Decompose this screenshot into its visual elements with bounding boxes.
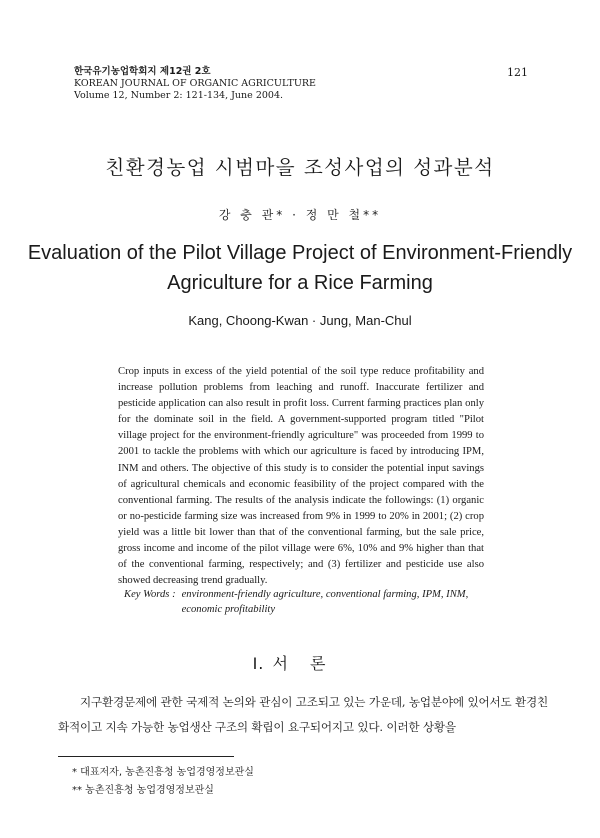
section-number: Ⅰ. <box>252 654 265 673</box>
title-korean: 친환경농업 시범마을 조성사업의 성과분석 <box>105 156 495 179</box>
page-number: 121 <box>507 66 528 79</box>
title-english-line-1: Evaluation of the Pilot Village Project of Environment-Friendly <box>27 242 573 264</box>
body-paragraph: 지구환경문제에 관한 국제적 논의와 관심이 고조되고 있는 가운데, 농업분야에 있어서도 환경친화적이고 지속 가능한 농업생산 구조의 확립이 요구되어지고 있다. 이러한 상황을 <box>58 695 548 734</box>
section-heading <box>0 651 600 674</box>
keywords-values: environment-friendly agriculture, conventional farming, IPM, INM, economic profitability <box>181 589 469 615</box>
journal-name-korean: 한국유기농업학회지 제12권 2호 <box>74 66 211 77</box>
footnote-divider <box>58 756 234 757</box>
keywords <box>124 587 494 617</box>
footnote-1: * 대표저자, 농촌진흥청 농업경영정보관실 <box>72 767 254 778</box>
authors-english: Kang, Choong-Kwan · Jung, Man-Chul <box>188 313 412 328</box>
footnote-2: ** 농촌진흥청 농업경영정보관실 <box>72 785 214 796</box>
footnotes <box>72 764 254 800</box>
journal-info <box>74 66 316 102</box>
authors-korean: 강 충 관* · 정 만 철** <box>218 208 382 222</box>
volume-info: Volume 12, Number 2: 121-134, June 2004. <box>74 90 284 101</box>
title-english <box>0 238 600 298</box>
section-title: 서론 <box>272 654 348 673</box>
title-english-line-2: Agriculture for a Rice Farming <box>167 272 433 294</box>
journal-name-english: KOREAN JOURNAL OF ORGANIC AGRICULTURE <box>74 78 316 89</box>
keywords-label: Key Words : <box>124 589 176 600</box>
abstract: Crop inputs in excess of the yield potential of the soil type reduce profitability and increase pollution problems from leaching and runoff. Inaccurate fertilizer and pesticide application can also result in profit loss. Current farming practices plan only for the dominate soil in the field. A government-supported program titled "Pilot village project for the environment-friendly agriculture" was proceeded from 1999 to 2001 to tackle the problems with which our agriculture is faced by introducing IPM, INM and others. The objective of this study is to consider the potential input savings of agricultural chemicals and economic feasibility of the project compared with the conventional farming. The results of the analysis indicate the followings: (1) organic or no-pesticide farming size was increased from 9% in 1999 to 20% in 2001; (2) crop yield was a little bit lower than that of the conventional farming, but the sale price, gross income and income of the pilot village were 6%, 10% and 9% higher than that of the conventional farming, respectively; and (3) fertilizer and pesticide use also showed decreasing trend gradually. <box>118 366 484 587</box>
